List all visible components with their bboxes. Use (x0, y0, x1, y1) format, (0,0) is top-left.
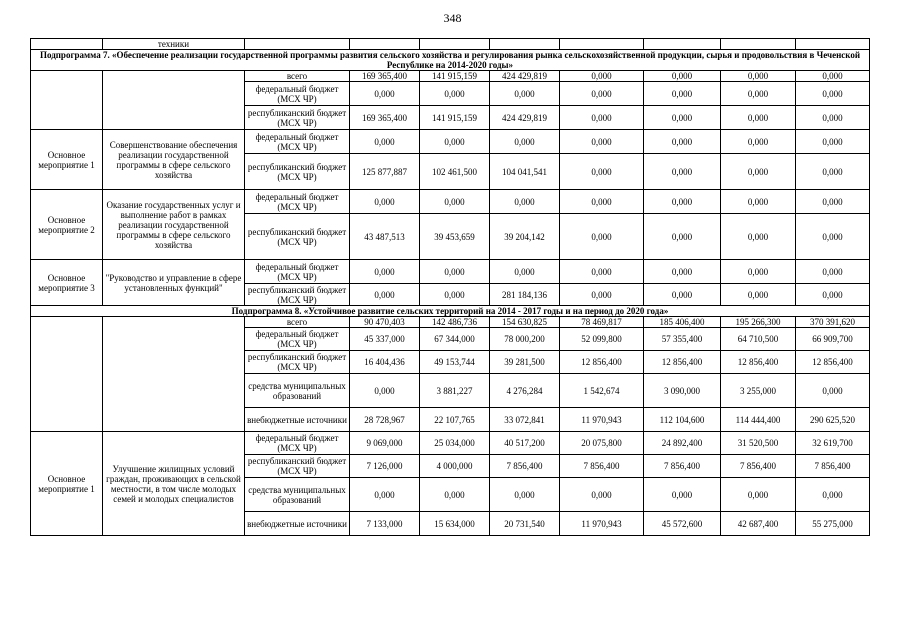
value-cell: 0,000 (721, 260, 796, 284)
value-cell: 290 625,520 (796, 408, 870, 432)
value-cell: 104 041,541 (490, 154, 560, 190)
value-cell: 141 915,159 (420, 106, 490, 130)
activity-name: Улучшение жилищных условий граждан, проживающих в сельской местности, в том числе молодых семей и молодых специалистов (103, 432, 245, 536)
value-cell: 0,000 (721, 284, 796, 306)
table-row (31, 39, 870, 50)
value-cell: 0,000 (560, 82, 644, 106)
value-cell: 3 090,000 (644, 374, 721, 408)
value-cell: 25 034,000 (420, 432, 490, 455)
value-cell: 7 126,000 (350, 455, 420, 478)
empty-name-cell (103, 317, 245, 432)
value-cell: 4 276,284 (490, 374, 560, 408)
value-cell: 57 355,400 (644, 328, 721, 351)
value-cell: 169 365,400 (350, 106, 420, 130)
value-cell: 0,000 (644, 478, 721, 512)
value-cell: 11 970,943 (560, 408, 644, 432)
funding-source-cell: республиканский бюджет (МСХ ЧР) (245, 284, 350, 306)
value-cell: 0,000 (560, 214, 644, 260)
value-cell: 3 255,000 (721, 374, 796, 408)
value-cell: 12 856,400 (644, 351, 721, 374)
value-cell: 0,000 (644, 82, 721, 106)
value-cell: 0,000 (796, 130, 870, 154)
table-row (31, 130, 870, 154)
empty-label-cell (31, 317, 103, 432)
activity-label: Основное мероприятие 3 (31, 260, 103, 306)
table-row (31, 50, 870, 71)
value-cell: 0,000 (560, 260, 644, 284)
value-cell: 33 072,841 (490, 408, 560, 432)
funding-source-cell: республиканский бюджет (МСХ ЧР) (245, 214, 350, 260)
table-cell (644, 39, 721, 50)
funding-source-cell: средства муниципальных образований (245, 374, 350, 408)
value-cell: 12 856,400 (560, 351, 644, 374)
value-cell: 20 731,540 (490, 512, 560, 536)
value-cell: 52 099,800 (560, 328, 644, 351)
value-cell: 0,000 (644, 260, 721, 284)
value-cell: 78 469,817 (560, 317, 644, 328)
value-cell: 31 520,500 (721, 432, 796, 455)
value-cell: 114 444,400 (721, 408, 796, 432)
table-row (31, 260, 870, 284)
value-cell: 43 487,513 (350, 214, 420, 260)
value-cell: 424 429,819 (490, 71, 560, 82)
funding-source-cell: федеральный бюджет (МСХ ЧР) (245, 130, 350, 154)
value-cell: 0,000 (350, 260, 420, 284)
table-cell (796, 39, 870, 50)
value-cell: 0,000 (490, 130, 560, 154)
value-cell: 90 470,403 (350, 317, 420, 328)
table-row (31, 432, 870, 455)
table-cell (245, 39, 350, 50)
activity-name: Совершенствование обеспечения реализации государственной программы в сфере сельского хозяйства (103, 130, 245, 190)
funding-source-cell: республиканский бюджет (МСХ ЧР) (245, 455, 350, 478)
funding-source-cell: республиканский бюджет (МСХ ЧР) (245, 106, 350, 130)
table-body (31, 39, 870, 536)
value-cell: 0,000 (490, 478, 560, 512)
value-cell: 0,000 (796, 374, 870, 408)
value-cell: 24 892,400 (644, 432, 721, 455)
table-row (31, 317, 870, 328)
value-cell: 0,000 (721, 154, 796, 190)
value-cell: 0,000 (350, 190, 420, 214)
value-cell: 12 856,400 (721, 351, 796, 374)
value-cell: 102 461,500 (420, 154, 490, 190)
activity-label: Основное мероприятие 1 (31, 432, 103, 536)
table-row (31, 306, 870, 317)
value-cell: 0,000 (420, 190, 490, 214)
table-cell (721, 39, 796, 50)
value-cell: 424 429,819 (490, 106, 560, 130)
activity-name: Оказание государственных услуг и выполнение работ в рамках реализации государственной программы в сфере сельского хозяйства (103, 190, 245, 260)
table-cell (560, 39, 644, 50)
value-cell: 0,000 (420, 284, 490, 306)
value-cell: 0,000 (796, 71, 870, 82)
value-cell: 0,000 (796, 82, 870, 106)
funding-source-cell: федеральный бюджет (МСХ ЧР) (245, 82, 350, 106)
funding-source-cell: всего (245, 71, 350, 82)
activity-label: Основное мероприятие 2 (31, 190, 103, 260)
funding-source-cell: средства муниципальных образований (245, 478, 350, 512)
value-cell: 0,000 (644, 106, 721, 130)
value-cell: 0,000 (560, 478, 644, 512)
value-cell: 28 728,967 (350, 408, 420, 432)
value-cell: 0,000 (796, 284, 870, 306)
table-cell (490, 39, 560, 50)
value-cell: 16 404,436 (350, 351, 420, 374)
value-cell: 370 391,620 (796, 317, 870, 328)
value-cell: 185 406,400 (644, 317, 721, 328)
table-cell: техники (103, 39, 245, 50)
value-cell: 67 344,000 (420, 328, 490, 351)
value-cell: 169 365,400 (350, 71, 420, 82)
value-cell: 0,000 (420, 82, 490, 106)
value-cell: 12 856,400 (796, 351, 870, 374)
value-cell: 0,000 (796, 214, 870, 260)
value-cell: 0,000 (644, 154, 721, 190)
value-cell: 0,000 (350, 130, 420, 154)
value-cell: 0,000 (796, 478, 870, 512)
value-cell: 45 572,600 (644, 512, 721, 536)
table-cell (31, 39, 103, 50)
activity-name: "Руководство и управление в сфере установленных функций" (103, 260, 245, 306)
value-cell: 4 000,000 (420, 455, 490, 478)
value-cell: 0,000 (490, 190, 560, 214)
value-cell: 0,000 (796, 190, 870, 214)
value-cell: 7 856,400 (796, 455, 870, 478)
value-cell: 55 275,000 (796, 512, 870, 536)
value-cell: 0,000 (350, 284, 420, 306)
funding-source-cell: внебюджетные источники (245, 512, 350, 536)
value-cell: 0,000 (350, 82, 420, 106)
funding-source-cell: федеральный бюджет (МСХ ЧР) (245, 260, 350, 284)
value-cell: 0,000 (644, 284, 721, 306)
value-cell: 15 634,000 (420, 512, 490, 536)
funding-source-cell: федеральный бюджет (МСХ ЧР) (245, 328, 350, 351)
value-cell: 39 204,142 (490, 214, 560, 260)
value-cell: 0,000 (644, 214, 721, 260)
table-row (31, 190, 870, 214)
value-cell: 49 153,744 (420, 351, 490, 374)
value-cell: 9 069,000 (350, 432, 420, 455)
value-cell: 0,000 (721, 71, 796, 82)
funding-source-cell: всего (245, 317, 350, 328)
value-cell: 64 710,500 (721, 328, 796, 351)
table-cell (420, 39, 490, 50)
activity-label: Основное мероприятие 1 (31, 130, 103, 190)
page-number: 348 (443, 11, 462, 25)
value-cell: 0,000 (721, 478, 796, 512)
value-cell: 141 915,159 (420, 71, 490, 82)
value-cell: 45 337,000 (350, 328, 420, 351)
value-cell: 112 104,600 (644, 408, 721, 432)
value-cell: 7 856,400 (721, 455, 796, 478)
funding-source-cell: республиканский бюджет (МСХ ЧР) (245, 351, 350, 374)
value-cell: 0,000 (796, 154, 870, 190)
value-cell: 0,000 (796, 260, 870, 284)
funding-source-cell: республиканский бюджет (МСХ ЧР) (245, 154, 350, 190)
funding-source-cell: внебюджетные источники (245, 408, 350, 432)
value-cell: 7 133,000 (350, 512, 420, 536)
empty-label-cell (31, 71, 103, 130)
value-cell: 0,000 (721, 82, 796, 106)
value-cell: 0,000 (560, 284, 644, 306)
value-cell: 66 909,700 (796, 328, 870, 351)
value-cell: 0,000 (560, 71, 644, 82)
value-cell: 281 184,136 (490, 284, 560, 306)
value-cell: 154 630,825 (490, 317, 560, 328)
value-cell: 0,000 (560, 130, 644, 154)
value-cell: 7 856,400 (644, 455, 721, 478)
value-cell: 78 000,200 (490, 328, 560, 351)
value-cell: 0,000 (490, 82, 560, 106)
value-cell: 142 486,736 (420, 317, 490, 328)
value-cell: 32 619,700 (796, 432, 870, 455)
value-cell: 0,000 (490, 260, 560, 284)
value-cell: 20 075,800 (560, 432, 644, 455)
value-cell: 22 107,765 (420, 408, 490, 432)
value-cell: 0,000 (644, 190, 721, 214)
value-cell: 7 856,400 (560, 455, 644, 478)
subprogram-7-title: Подпрограмма 7. «Обеспечение реализации государственной программы развития сельского хозяйства и регулирования рынка сельскохозяйственной продукции, сырья и продовольствия в Чеченской Республике на 2014-2020 годы» (31, 50, 870, 71)
budget-table (30, 38, 870, 536)
table-row (31, 71, 870, 82)
value-cell: 0,000 (721, 190, 796, 214)
value-cell: 0,000 (560, 154, 644, 190)
empty-name-cell (103, 71, 245, 130)
subprogram-8-title: Подпрограмма 8. «Устойчивое развитие сельских территорий на 2014 - 2017 годы и на период до 2020 года» (31, 306, 870, 317)
value-cell: 0,000 (420, 130, 490, 154)
value-cell: 0,000 (560, 106, 644, 130)
value-cell: 0,000 (350, 478, 420, 512)
value-cell: 0,000 (420, 260, 490, 284)
value-cell: 39 453,659 (420, 214, 490, 260)
table-cell (350, 39, 420, 50)
value-cell: 0,000 (644, 130, 721, 154)
value-cell: 11 970,943 (560, 512, 644, 536)
value-cell: 0,000 (721, 130, 796, 154)
value-cell: 125 877,887 (350, 154, 420, 190)
value-cell: 40 517,200 (490, 432, 560, 455)
value-cell: 1 542,674 (560, 374, 644, 408)
value-cell: 0,000 (644, 71, 721, 82)
value-cell: 0,000 (560, 190, 644, 214)
value-cell: 39 281,500 (490, 351, 560, 374)
value-cell: 0,000 (721, 214, 796, 260)
value-cell: 195 266,300 (721, 317, 796, 328)
funding-source-cell: федеральный бюджет (МСХ ЧР) (245, 432, 350, 455)
value-cell: 0,000 (420, 478, 490, 512)
value-cell: 0,000 (796, 106, 870, 130)
value-cell: 3 881,227 (420, 374, 490, 408)
funding-source-cell: федеральный бюджет (МСХ ЧР) (245, 190, 350, 214)
value-cell: 7 856,400 (490, 455, 560, 478)
value-cell: 0,000 (721, 106, 796, 130)
value-cell: 42 687,400 (721, 512, 796, 536)
value-cell: 0,000 (350, 374, 420, 408)
